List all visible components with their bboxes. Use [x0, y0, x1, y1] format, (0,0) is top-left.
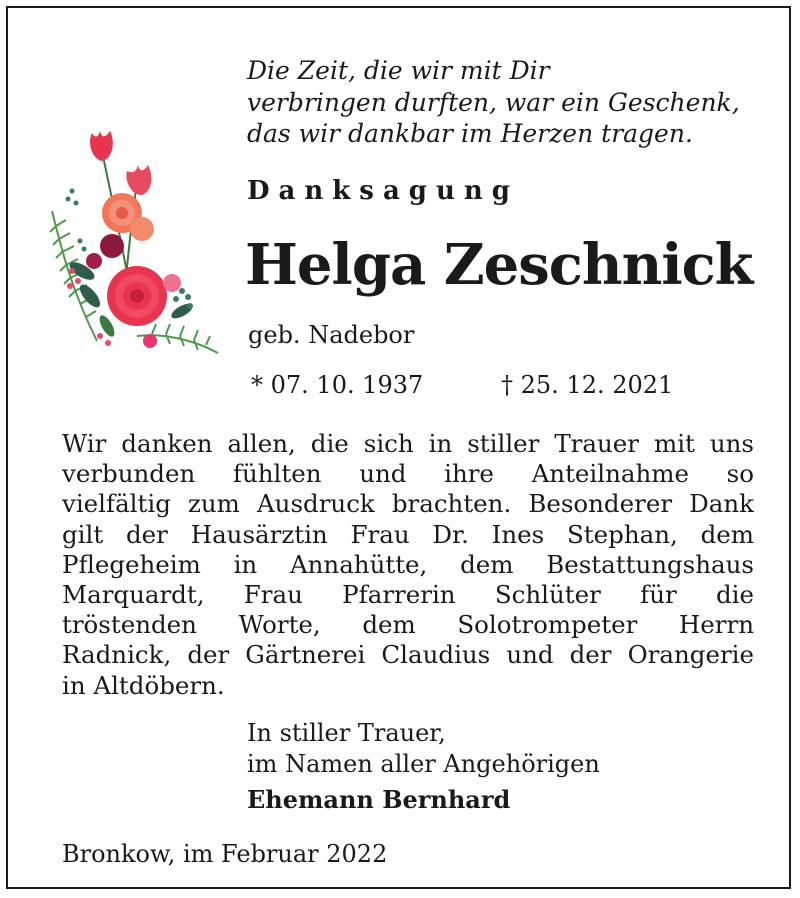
heading: Danksagung: [247, 176, 519, 206]
message-line: in Altdöbern.: [62, 670, 225, 700]
message-line: Marquardt, Frau Pfarrerin Schlüter für die: [62, 579, 754, 609]
signer-name: Ehemann Bernhard: [247, 785, 511, 814]
verse: [247, 55, 787, 150]
death-date: † 25. 12. 2021: [501, 371, 674, 399]
message-line: Pflegeheim in Annahütte, dem Bestattungshaus: [62, 549, 754, 579]
thanks-message: [62, 429, 754, 701]
place-date: Bronkow, im Februar 2022: [62, 840, 388, 868]
verse-line: verbringen durften, war ein Geschenk,: [247, 87, 740, 117]
maiden-name: geb. Nadebor: [248, 321, 415, 349]
deceased-name: Helga Zeschnick: [245, 232, 753, 298]
verse-line: das wir dankbar im Herzen tragen.: [247, 119, 693, 148]
message-line: Radnick, der Gärtnerei Claudius und der Orangerie: [62, 640, 754, 670]
signature-line: In stiller Trauer,: [247, 719, 446, 747]
message-line: tröstenden Worte, dem Solotrompeter Herrn: [62, 610, 754, 640]
notice-frame: [6, 6, 791, 889]
message-line: verbunden fühlten und ihre Anteilnahme so: [62, 459, 754, 489]
signature-line: im Namen aller Angehörigen: [247, 750, 600, 778]
message-line: Wir danken allen, die sich in stiller Trauer mit uns: [62, 429, 754, 458]
message-line: vielfältig zum Ausdruck brachten. Besonderer Dank: [62, 489, 754, 519]
flower-bouquet-icon: [42, 121, 224, 361]
verse-line: Die Zeit, die wir mit Dir: [247, 56, 550, 85]
signature-block: [247, 718, 600, 815]
message-line: gilt der Hausärztin Frau Dr. Ines Stephan, dem: [62, 519, 754, 549]
birth-date: * 07. 10. 1937: [251, 371, 424, 399]
